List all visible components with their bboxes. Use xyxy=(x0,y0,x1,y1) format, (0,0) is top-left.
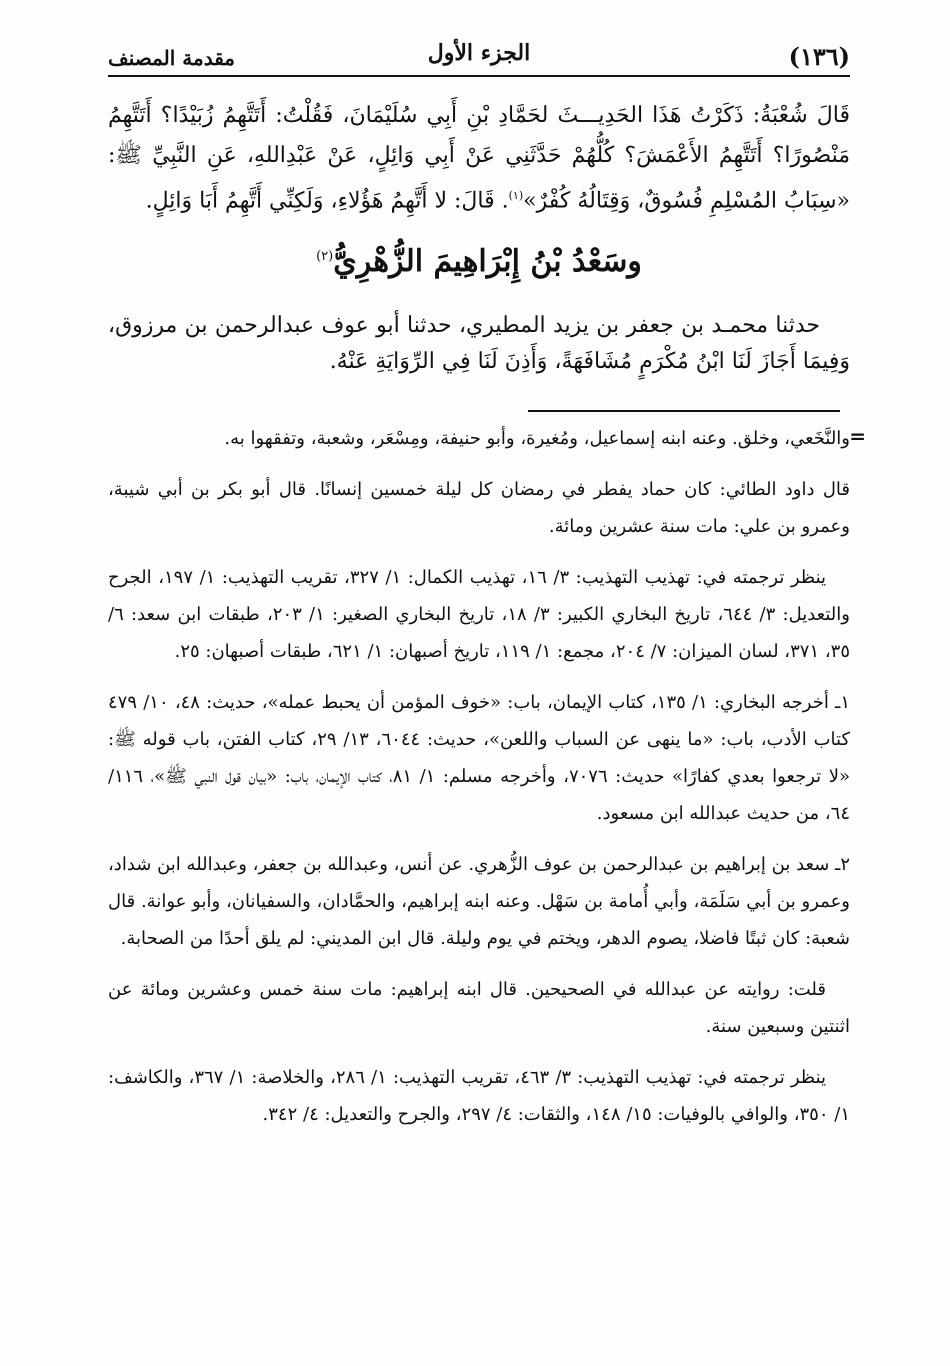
footnote-2: ٢ـ سعد بن إبراهيم بن عبدالرحمن بن عوف الزُّهري. عن أنس، وعبدالله بن جعفر، وعبدالله ابن شداد، وعمرو بن أبي سَلَمَة، وأبي أُمامة بن سَهْل. وعنه ابنه إبراهيم، والحمَّادان، والسفيانان، وأبو عوانة. قال شعبة: كان ثبتًا فاضلا، يصوم الدهر، ويختم في يوم وليلة. قال ابن المديني: لم يلق أحدًا من الصحابة. xyxy=(108,854,850,949)
footnote-1: ١ـ أخرجه البخاري: ١/ ١٣٥، كتاب الإيمان، باب: «خوف المؤمن أن يحبط عمله»، حديث: ٤٨، ١٠/ ٤٧٩ كتاب الأدب، باب: «ما ينهى عن السباب واللعن»، حديث: ٦٠٤٤، ١٣/ ٢٩، كتاب الفتن، باب قوله ﷺ: «لا ترجعوا بعدي كفارًا» حديث: ٧٠٧٦، وأخرجه مسلم: ١/ ٨١، كتاب الإيمان، باب: «بيان قول النبي ﷺ»، ١١٦/ ٦٤، من حديث عبدالله ابن مسعود. xyxy=(108,692,851,824)
section-title: مقدمة المصنف xyxy=(108,46,236,70)
footnote-ref-2: (٢) xyxy=(316,249,334,264)
header-divider xyxy=(108,75,850,77)
main-paragraph-body: قَالَ شُعْبَةُ: ذَكَرْتُ هَذَا الحَدِيـــثَ لحَمَّادِ بْنِ أَبِي سُلَيْمَانَ، فَقُلْتُ: أَتَتَّهِمُ زُبَيْدًا؟ أَتَتَّهِمُ مَنْصُورًا؟ أَتَتَّهِمُ الأَعْمَشَ؟ كُلُّهُمْ حَدَّثَنِي عَنْ أَبِي وَائِلٍ، عَنْ عَبْدِاللهِ، عَنِ النَّبِيِّ ﷺ: «سِبَابُ المُسْلِمِ فُسُوقٌ، وَقِتَالُهُ كُفْرٌ» xyxy=(108,103,850,214)
main-paragraph-end: . قَالَ: لا أَتَّهِمُ هَؤُلاءِ، وَلَكِنِّي أَتَّهِمُ أَبَا وَائِلٍ. xyxy=(145,188,509,214)
page-number: (١٣٦) xyxy=(788,42,850,71)
chain-text: حدثنا محمـد بن جعفر بن يزيد المطيري، حدثنا أبو عوف عبدالرحمن بن مرزوق، وَفِيمَا أَجَازَ لَنَا ابْنُ مُكْرَمٍ مُشَافَهَةً، وَأَذِنَ لَنَا فِي الرِّوَايَةِ عَنْهُ. xyxy=(108,313,850,374)
footnote-sources: ينظر ترجمته في: تهذيب التهذيب: ٣/ ١٦، تهذيب الكمال: ١/ ٣٢٧، تقريب التهذيب: ١/ ١٩٧، الجرح والتعديل: ٣/ ٦٤٤، تاريخ البخاري الكبير: ٣/ ١٨، تاريخ البخاري الصغير: ١/ ٢٠٣، طبقات ابن سعد: ٦/ ٣٥، ٣٧١، لسان الميزان: ٧/ ٢٠٤، مجمع: ١/ ١١٩، تاريخ أصبهان: ١/ ٦٢١، طبقات أصبهان: ٢٥. xyxy=(108,567,850,662)
footnote-text: قال داود الطائي: كان حماد يفطر في رمضان كل ليلة خمسين إنسانًا. قال أبو بكر بن أبي شيبة، وعمرو بن علي: مات سنة عشرين ومائة. xyxy=(108,479,850,537)
footnote-note: قلت: روايته عن عبدالله في الصحيحين. قال ابنه إبراهيم: مات سنة خمس وعشرين ومائة عن اثنتين وسبعين سنة. xyxy=(108,979,850,1037)
footnote-continuation: والنَّخَعي، وخلق. وعنه ابنه إسماعيل، ومُغيرة، وأبو حنيفة، ومِسْعَر، وشعبة، وتفقهوا به. xyxy=(224,428,850,449)
narration-chain xyxy=(108,308,850,380)
volume-title: الجزء الأول xyxy=(427,40,531,66)
heading-title: وسَعْدُ بْنُ إِبْرَاهِيمَ الزُّهْرِيُّ xyxy=(333,244,642,279)
main-paragraph xyxy=(108,96,850,221)
footnote-sources: ينظر ترجمته في: تهذيب التهذيب: ٣/ ٤٦٣، تقريب التهذيب: ١/ ٢٨٦، والخلاصة: ١/ ٣٦٧، والكاشف: ١/ ٣٥٠، والوافي بالوفيات: ١٥/ ١٤٨، والثقات: ٤/ ٢٩٧، والجرح والتعديل: ٤/ ٣٤٢. xyxy=(108,1067,850,1125)
section-heading xyxy=(108,244,850,279)
main-text xyxy=(108,96,850,221)
continuation-mark: = xyxy=(849,424,866,448)
footnote-divider xyxy=(528,410,840,412)
footnotes xyxy=(108,420,850,1147)
footnote-ref-1: (١) xyxy=(508,189,524,202)
page-header xyxy=(108,38,850,72)
